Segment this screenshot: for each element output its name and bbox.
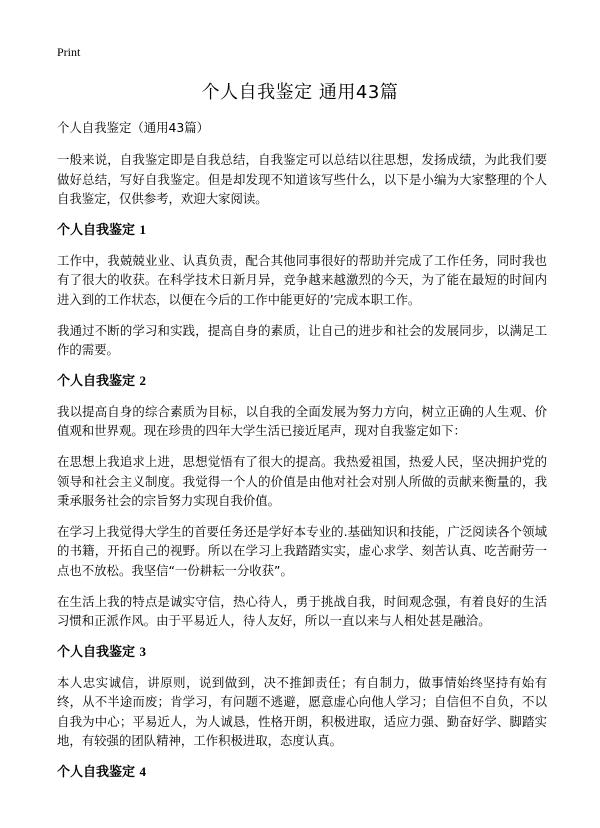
section-heading-text: 个人自我鉴定 <box>57 765 136 781</box>
section-paragraph: 在思想上我追求上进，思想觉悟有了很大的提高。我热爱祖国，热爱人民，坚决拥护党的领导和社会主义制度。我觉得一个人的价值是由他对社会对别人所做的贡献来衡量的，我秉承服务社会的宗旨努力实现自我价值。 <box>57 453 547 509</box>
section-4 <box>57 762 547 783</box>
section-2 <box>57 371 547 631</box>
section-1 <box>57 220 547 360</box>
section-heading-number: 4 <box>139 764 147 780</box>
document-subtitle: 个人自我鉴定（通用43篇） <box>57 120 210 135</box>
document-body <box>57 118 547 793</box>
section-paragraph: 本人忠实诚信，讲原则，说到做到，决不推卸责任；有自制力，做事情始终坚持有始有终，从不半途而废；肯学习，有问题不逃避，愿意虚心向他人学习；自信但不自负，不以自我为中心；平易近人，为人诚恳，性格开朗，积极进取，适应力强、勤奋好学、脚踏实地，有较强的团队精神，工作积极进取，态度认真。 <box>57 674 547 749</box>
section-heading <box>57 762 547 783</box>
section-heading-number: 1 <box>139 221 147 237</box>
section-heading-number: 3 <box>139 643 147 659</box>
section-heading <box>57 642 547 663</box>
section-paragraph: 工作中，我兢兢业业、认真负责，配合其他同事很好的帮助并完成了工作任务，同时我也有了很大的收获。在科学技术日新月异，竞争越来越激烈的今天，为了能在最短的时间内进入到的工作状态，以便在今后的工作中能更好的’完成本职工作。 <box>57 252 547 307</box>
section-heading <box>57 220 547 241</box>
section-paragraph: 我以提高自身的综合素质为目标，以自我的全面发展为努力方向，树立正确的人生观、价值观和世界观。现在珍贵的四年大学生活已接近尾声，现对自我鉴定如下： <box>57 403 547 439</box>
section-heading-text: 个人自我鉴定 <box>57 644 136 660</box>
section-paragraph: 我通过不断的学习和实践，提高自身的素质，让自己的进步和社会的发展同步，以满足工作的需要。 <box>57 322 547 358</box>
section-paragraph: 在生活上我的特点是诚实守信，热心待人，勇于挑战自我，时间观念强，有着良好的生活习惯和正派作风。由于平易近人，待人友好，所以一直以来与人相处甚是融洽。 <box>57 593 547 629</box>
section-heading-text: 个人自我鉴定 <box>57 373 136 389</box>
section-paragraph: 在学习上我觉得大学生的首要任务还是学好本专业的.基础知识和技能，广泛阅读各个领域的书籍，开拓自己的视野。所以在学习上我踏踏实实，虚心求学、刻苦认真、吃苦耐劳一点也不放松。我坚信“一份耕耘一分收获”。 <box>57 523 547 578</box>
section-heading-number: 2 <box>139 372 147 388</box>
section-3 <box>57 642 547 751</box>
document-title: 个人自我鉴定 通用43篇 <box>201 82 399 103</box>
print-link[interactable]: Print <box>57 45 81 59</box>
section-heading-text: 个人自我鉴定 <box>57 222 136 238</box>
section-heading <box>57 371 547 392</box>
intro-paragraph: 一般来说，自我鉴定即是自我总结，自我鉴定可以总结以往思想，发扬成绩，为此我们要做好总结，写好自我鉴定。但是却发现不知道该写些什么，以下是小编为大家整理的个人自我鉴定，仅供参考，欢迎大家阅读。 <box>57 152 547 207</box>
